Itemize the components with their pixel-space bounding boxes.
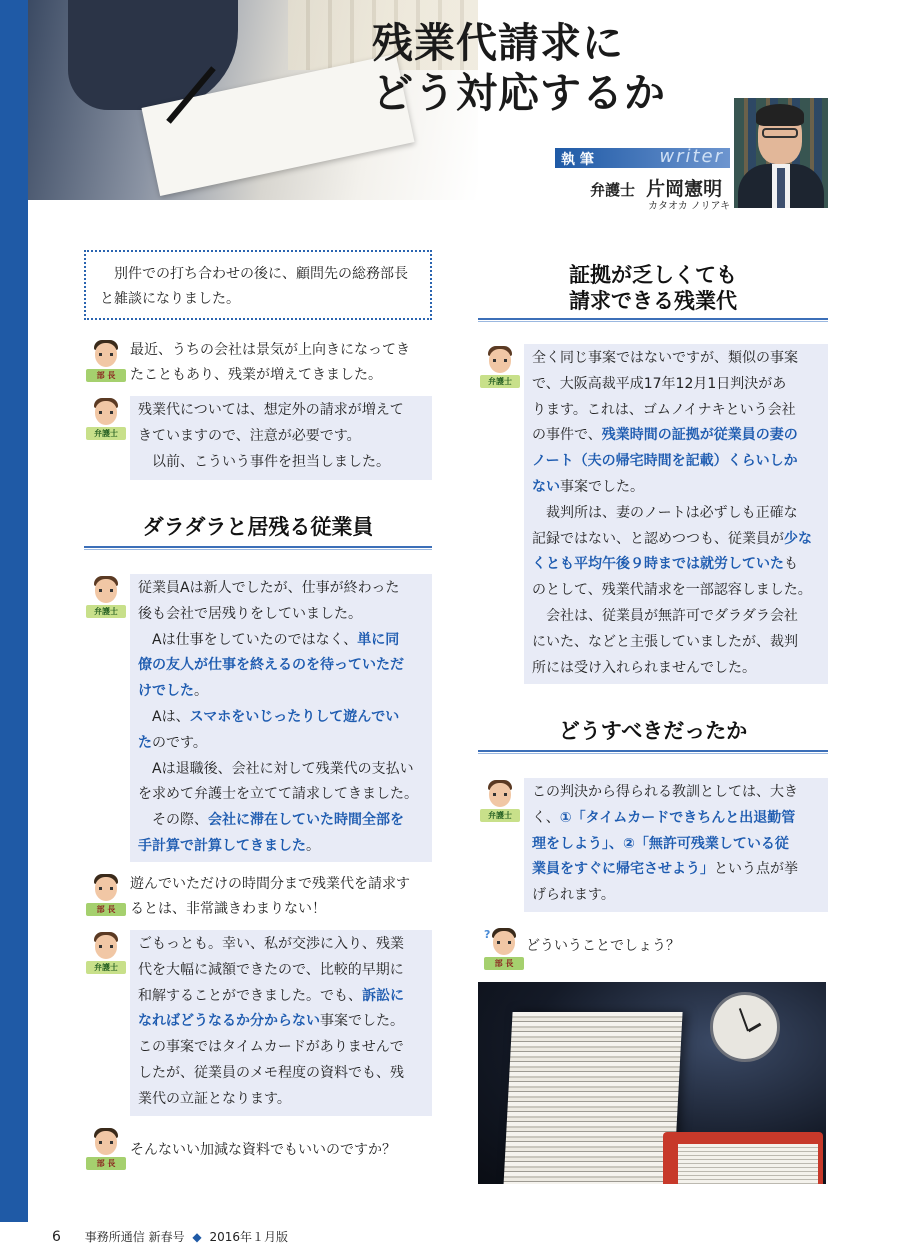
text-line: 全く同じ事案ではないですが、類似の事案 — [532, 350, 798, 366]
text-run: 事案でした。 — [320, 1013, 404, 1030]
manager-avatar-confused — [484, 928, 524, 972]
dialogue-lawyer-5 — [524, 778, 828, 912]
dialogue-lawyer-1 — [130, 396, 432, 480]
manager-role-tag: 部 長 — [86, 903, 126, 916]
diamond-icon: ◆ — [192, 1230, 202, 1244]
text-line: 会社は、従業員が無許可でダラダラ会社 — [546, 607, 798, 624]
text-run: その際、 — [152, 812, 208, 829]
text-line — [138, 1009, 424, 1035]
text-line: 遊んでいただけの時間分まで残業代を請求す — [130, 876, 410, 892]
manager-role-tag: 部 長 — [86, 369, 126, 382]
dialogue-manager-1 — [130, 338, 436, 388]
highlight-text: 業員をすぐに帰宅させよう」 — [532, 861, 714, 878]
text-line: で、大阪高裁平成17年12月1日判決があ — [532, 375, 787, 392]
highlight-text: 単に同 — [357, 631, 400, 648]
text-run: 和解することができました。でも、 — [138, 987, 362, 1004]
text-line — [138, 705, 424, 731]
text-run: の事件で、 — [532, 427, 602, 444]
title-line-1: 残業代請求に — [372, 19, 624, 67]
text-line: 残業代については、想定外の請求が増えて — [138, 402, 404, 418]
text-line: 裁判所は、妻のノートは必ずしも正確な — [546, 504, 798, 521]
writer-role: 弁護士 — [590, 181, 636, 199]
text-line: 業代の立証となります。 — [138, 1090, 291, 1107]
text-line — [532, 527, 820, 553]
writer-banner — [555, 148, 730, 168]
text-run: 。 — [194, 683, 208, 700]
section-heading-1: ダラダラと居残る従業員 — [142, 515, 374, 539]
text-line — [138, 984, 424, 1010]
text-line: この事案ではタイムカードがありませんで — [138, 1039, 404, 1056]
text-line: にいた、などと主張していましたが、裁判 — [532, 633, 798, 650]
title-line-2: どう対応するか — [372, 69, 666, 117]
text-run: 。 — [306, 837, 320, 854]
highlight-text: 手計算で計算してきました — [138, 837, 306, 854]
highlight-text: ノート（夫の帰宅時間を記載）くらいしか — [532, 453, 798, 470]
highlight-text: ①「タイムカードできちんと出退勤管 — [559, 809, 796, 826]
highlight-text: ない — [532, 478, 560, 495]
lawyer-avatar — [86, 576, 126, 620]
publication-name: 事務所通信 新春号 — [84, 1230, 185, 1244]
highlight-text: 少な — [784, 530, 812, 547]
text-run: のです。 — [152, 734, 207, 751]
heading-line: 請求できる残業代 — [569, 289, 737, 313]
heading-line: 証拠が乏しくても — [569, 263, 737, 287]
dialogue-lawyer-2 — [130, 574, 432, 862]
highlight-text: くとも平均午後９時までは就労していた — [532, 556, 784, 573]
lawyer-role-tag: 弁護士 — [86, 961, 126, 974]
lawyer-role-tag: 弁護士 — [480, 809, 520, 822]
text-line: たこともあり、残業が増えてきました。 — [130, 367, 382, 383]
dialogue-manager-2 — [130, 872, 436, 922]
highlight-text: スマホをいじったりして遊んでい — [189, 708, 400, 725]
lawyer-avatar — [480, 780, 520, 824]
text-run: も — [784, 556, 798, 573]
text-line — [138, 628, 424, 654]
text-line: のとして、残業代請求を一部認容しました。 — [532, 582, 812, 599]
lawyer-avatar — [480, 346, 520, 390]
text-line: 代を大幅に減額できたので、比較的早期に — [138, 961, 404, 978]
text-line: げられます。 — [532, 887, 615, 904]
manager-avatar — [86, 874, 126, 918]
sidebar-accent-bar — [0, 0, 28, 1222]
section-rule — [84, 546, 432, 550]
dialogue-lawyer-3 — [130, 930, 432, 1116]
text-line: るとは、非常識きわまりない！ — [130, 901, 326, 917]
text-line: 以前、こういう事件を担当しました。 — [152, 453, 390, 470]
text-line — [138, 731, 424, 757]
text-line: 最近、うちの会社は景気が上向きになってき — [130, 342, 410, 358]
text-line: 従業員Aは新人でしたが、仕事が終わった — [138, 580, 400, 596]
intro-text: 別件での打ち合わせの後に、顧問先の総務部長と雑談になりました。 — [100, 266, 408, 307]
section-heading-3: どうすべきだったか — [558, 719, 748, 743]
manager-role-tag: 部 長 — [484, 957, 524, 970]
edition-date: 2016年１月版 — [209, 1230, 289, 1244]
text-line — [138, 679, 424, 705]
lawyer-role-tag: 弁護士 — [86, 427, 126, 440]
text-line: Aは退職後、会社に対して残業代の支払い — [152, 760, 414, 777]
text-line: を求めて弁護士を立てて請求してきました。 — [138, 786, 418, 803]
text-line: ります。これは、ゴムノイナキという会社 — [532, 401, 796, 418]
text-line — [532, 475, 820, 501]
text-line: したが、従業員のメモ程度の資料でも、残 — [138, 1064, 404, 1081]
manager-avatar — [86, 1128, 126, 1172]
highlight-text: 会社に滞在していた時間全部を — [208, 812, 404, 829]
dialogue-manager-4: どういうことでしょう？ — [526, 938, 680, 954]
question-mark-icon: ? — [484, 928, 491, 941]
lawyer-role-tag: 弁護士 — [86, 605, 126, 618]
text-line — [532, 423, 820, 449]
highlight-text: 僚の友人が仕事を終えるのを待っていただ — [138, 657, 404, 674]
text-run: 記録ではない、と認めつつも、従業員が — [532, 530, 784, 547]
manager-avatar — [86, 340, 126, 384]
highlight-text: た — [138, 734, 152, 751]
section-heading-2 — [478, 262, 828, 314]
writer-word: writer — [659, 146, 724, 167]
text-line: 所には受け入れられませんでした。 — [532, 659, 756, 676]
text-run: Aは仕事をしていたのではなく、 — [152, 631, 358, 648]
lawyer-role-tag: 弁護士 — [480, 375, 520, 388]
text-line — [532, 857, 820, 883]
text-line — [138, 834, 424, 860]
section-rule — [478, 750, 828, 754]
highlight-text: なればどうなるか分からない — [138, 1013, 320, 1030]
manager-role-tag: 部 長 — [86, 1157, 126, 1170]
page-title — [372, 18, 666, 118]
highlight-text: けでした — [138, 683, 194, 700]
writer-label: 執 筆 — [561, 152, 594, 168]
text-line: ごもっとも。幸い、私が交渉に入り、残業 — [138, 936, 404, 952]
page-footer — [52, 1228, 288, 1245]
page-number: 6 — [52, 1229, 61, 1245]
lawyer-avatar — [86, 932, 126, 976]
author-photo — [734, 98, 828, 208]
writer-ruby: カタオカ ノリアキ — [648, 201, 731, 212]
text-line — [532, 552, 820, 578]
highlight-text: 残業時間の証拠が従業員の妻の — [601, 427, 798, 444]
dialogue-lawyer-4 — [524, 344, 828, 684]
intro-box — [84, 250, 432, 320]
dialogue-manager-3: そんないい加減な資料でもいいのですか？ — [130, 1142, 396, 1158]
text-run: 事案でした。 — [560, 478, 644, 495]
text-line: 後も会社で居残りをしていました。 — [138, 605, 362, 622]
lawyer-avatar — [86, 398, 126, 442]
text-run: Aは、 — [152, 708, 190, 725]
text-line: きていますので、注意が必要です。 — [138, 427, 361, 444]
writer-name: 片岡憲明 — [646, 178, 723, 200]
text-line — [138, 808, 424, 834]
clock-and-documents-photo — [478, 982, 826, 1184]
text-run: という点が挙 — [714, 861, 798, 878]
text-line — [532, 806, 820, 832]
highlight-text: 理をしよう」、②「無許可残業している従 — [532, 835, 789, 852]
text-run: く、 — [532, 809, 560, 826]
text-line: この判決から得られる教訓としては、大き — [532, 784, 798, 800]
highlight-text: 訴訟に — [362, 987, 404, 1004]
section-rule — [478, 318, 828, 322]
clock-icon — [710, 992, 780, 1062]
